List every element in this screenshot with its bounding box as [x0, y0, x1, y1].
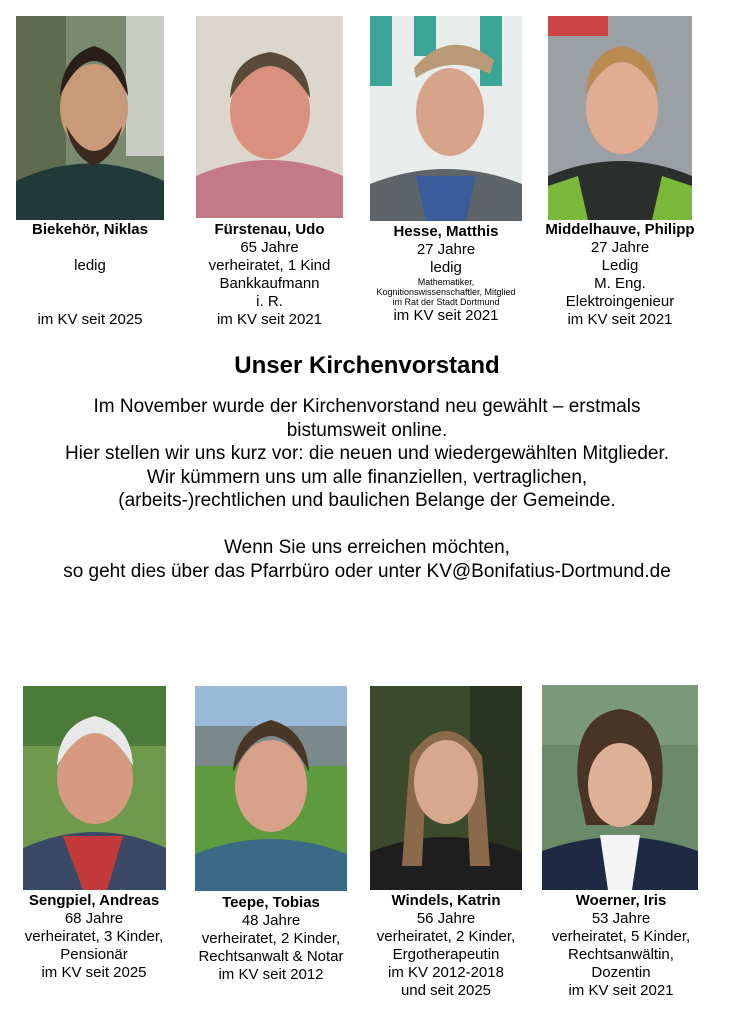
member-card-middelhauve: [536, 221, 704, 329]
member-name: Teepe, Tobias: [222, 894, 320, 911]
photo-woerner: [542, 685, 698, 890]
member-job-2: Dozentin: [591, 964, 651, 981]
member-job: Bankkaufmann: [219, 275, 320, 292]
member-status: verheiratet, 1 Kind: [208, 257, 331, 274]
member-status: verheiratet, 2 Kinder,: [376, 928, 516, 945]
member-age: 65 Jahre: [240, 239, 299, 256]
member-name: Hesse, Matthis: [393, 223, 499, 240]
member-job: Pensionär: [60, 946, 128, 963]
member-card-teepe: [186, 894, 356, 984]
member-tenure: im KV 2012-2018: [388, 964, 504, 981]
member-age: 68 Jahre: [64, 910, 124, 927]
member-tenure: im KV seit 2021: [567, 311, 673, 328]
member-age: 27 Jahre: [590, 239, 650, 256]
intro-line: bistumsweit online.: [286, 419, 448, 441]
member-name: Middelhauve, Philipp: [545, 221, 695, 238]
intro-text: [0, 395, 734, 583]
member-job-note: i. R.: [256, 293, 283, 310]
member-job: Rechtsanwältin,: [568, 946, 674, 963]
member-tenure: im KV seit 2012: [218, 966, 324, 983]
intro-line: (arbeits-)rechtlichen und baulichen Belange der Gemeinde.: [118, 490, 616, 511]
member-tenure: im KV seit 2025: [41, 964, 147, 981]
member-card-biekehoer: [10, 221, 170, 329]
member-card-woerner: [536, 892, 706, 1000]
intro-line: Hier stellen wir uns kurz vor: die neuen und wiedergewählten Mitglieder.: [64, 443, 670, 464]
member-job: Elektroingenieur: [565, 293, 675, 310]
photo-middelhauve: [548, 16, 692, 220]
contact-line: so geht dies über das Pfarrbüro oder unter KV@Bonifatius-Dortmund.de: [63, 560, 671, 582]
member-status: ledig: [74, 257, 106, 274]
member-name: Woerner, Iris: [575, 892, 667, 909]
member-card-hesse: [360, 223, 532, 325]
member-age: 53 Jahre: [591, 910, 651, 927]
member-card-sengpiel: [8, 892, 180, 982]
member-job-line: Mathematiker,: [417, 277, 475, 287]
member-tenure-2: und seit 2025: [400, 982, 492, 999]
intro-line: Im November wurde der Kirchenvorstand neu gewählt – erstmals: [93, 396, 641, 417]
member-status: Ledig: [601, 257, 639, 274]
photo-fuerstenau: [196, 16, 343, 218]
photo-hesse: [370, 16, 522, 221]
member-card-windels: [362, 892, 530, 1000]
member-name: Windels, Katrin: [391, 892, 501, 909]
member-age: 56 Jahre: [416, 910, 476, 927]
member-status: verheiratet, 3 Kinder,: [24, 928, 164, 945]
member-tenure: im KV seit 2021: [393, 307, 499, 324]
page-title: Unser Kirchenvorstand: [234, 352, 500, 379]
member-name: Sengpiel, Andreas: [28, 892, 160, 909]
photo-windels: [370, 686, 522, 890]
member-status: verheiratet, 2 Kinder,: [201, 930, 341, 947]
member-name: Fürstenau, Udo: [214, 221, 325, 238]
member-tenure: im KV seit 2021: [568, 982, 674, 999]
member-card-fuerstenau: [186, 221, 353, 329]
member-job: Rechtsanwalt & Notar: [198, 948, 344, 965]
member-degree: M. Eng.: [594, 275, 646, 292]
photo-sengpiel: [23, 686, 166, 890]
intro-line: Wenn Sie uns erreichen möchten,: [224, 537, 510, 558]
member-age: 27 Jahre: [416, 241, 476, 258]
intro-line: Wir kümmern uns um alle finanziellen, vertraglichen,: [146, 466, 588, 488]
member-tenure: im KV seit 2021: [216, 311, 323, 328]
photo-teepe: [195, 686, 347, 891]
member-job-line: Kognitionswissenschaftler, Mitglied: [376, 287, 516, 297]
member-job-line: im Rat der Stadt Dortmund: [392, 297, 500, 307]
member-name: Biekehör, Niklas: [32, 221, 148, 238]
member-age: 48 Jahre: [241, 912, 301, 929]
photo-biekehoer: [16, 16, 164, 220]
member-job: Ergotherapeutin: [392, 946, 500, 963]
member-status: ledig: [430, 259, 462, 276]
member-status: verheiratet, 5 Kinder,: [551, 928, 691, 945]
member-tenure: im KV seit 2025: [37, 311, 143, 328]
